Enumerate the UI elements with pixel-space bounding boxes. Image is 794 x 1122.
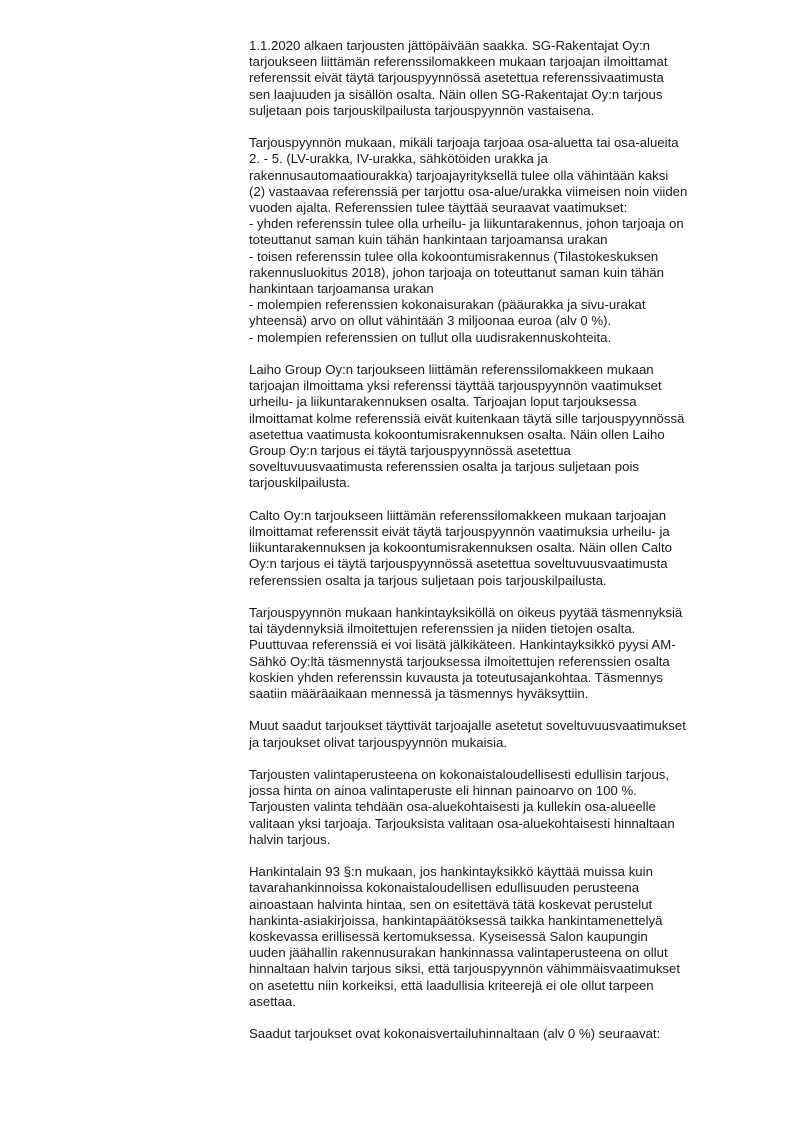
text-line: valitaan yksi tarjoaja. Tarjouksista valitaan osa-aluekohtaisesti hinnaltaan [249, 815, 675, 831]
paragraph [249, 1026, 741, 1042]
paragraph [249, 508, 741, 589]
text-line: jossa hinta on ainoa valintaperuste eli hinnan painoarvo on 100 %. [249, 783, 637, 799]
text-line: Tarjouspyynnön mukaan, mikäli tarjoaja tarjoaa osa-aluetta tai osa-alueita [249, 135, 679, 151]
text-line: ilmoittamat kolme referenssiä eivät kuitenkaan täytä sille tarjouspyynnössä [249, 410, 685, 426]
paragraph [249, 135, 741, 346]
text-line: 1.1.2020 alkaen tarjousten jättöpäivään saakka. SG-Rakentajat Oy:n [249, 38, 651, 53]
text-line: halvin tarjous. [249, 831, 331, 847]
text-line: suljetaan pois tarjouskilpailusta tarjouspyynnön vastaisena. [249, 102, 595, 118]
text-line: tarjouskilpailusta. [249, 475, 351, 491]
text-line: sen laajuuden ja sisällön osalta. Näin ollen SG-Rakentajat Oy:n tarjous [249, 86, 663, 102]
paragraph [249, 767, 741, 848]
text-line: urheilu- ja liikuntarakennuksen osalta. Tarjoajan loput tarjouksessa [249, 394, 637, 410]
text-line: Oy:n tarjous ei täytä tarjouspyynnössä asetettua soveltuvuusvaatimusta [249, 556, 668, 572]
text-line: - molempien referenssien on tullut olla uudisrakennuskohteita. [249, 329, 612, 345]
text-line: ilmoittamat referenssit eivät täytä tarjouspyynnön vaatimuksia urheilu- ja [249, 524, 670, 540]
text-line: Tarjouspyynnön mukaan hankintayksiköllä on oikeus pyytää täsmennyksiä [249, 605, 683, 621]
text-line: liikuntarakennuksen ja kokoontumisrakennuksen osalta. Näin ollen Calto [249, 540, 672, 556]
text-line: Sähkö Oy:ltä täsmennystä tarjouksessa ilmoitettujen referenssien osalta [249, 653, 670, 669]
text-line: - yhden referenssin tulee olla urheilu- ja liikuntarakennus, johon tarjoaja on [249, 216, 684, 232]
text-line: - molempien referenssien kokonaisurakan (pääurakka ja sivu-urakat [249, 297, 646, 313]
text-line: toteuttanut saman kuin tähän hankintaan tarjoamansa urakan [249, 232, 608, 248]
text-line: tai täydennyksiä ilmoitettujen referenssien ja niiden tietojen osalta. [249, 621, 636, 637]
text-line: Hankintalain 93 §:n mukaan, jos hankintayksikkö käyttää muissa kuin [249, 864, 653, 880]
paragraph [249, 864, 741, 1010]
text-line: rakennusautomaatiourakka) tarjoajayrityksellä tulee olla vähintään kaksi [249, 167, 669, 183]
text-line: Group Oy:n tarjous ei täytä tarjouspyynnössä asetettua [249, 443, 571, 459]
text-line: referenssien osalta ja tarjous suljetaan pois tarjouskilpailusta. [249, 572, 607, 588]
text-line: koskien yhden referenssin kuvausta ja toteutusajankohtaa. Täsmennys [249, 669, 663, 685]
text-line: ainoastaan halvinta hintaa, sen on esitettävä tätä koskevat perustelut [249, 896, 653, 912]
paragraph [249, 605, 741, 702]
paragraph [249, 38, 741, 119]
text-line: Saadut tarjoukset ovat kokonaisvertailuhinnaltaan (alv 0 %) seuraavat: [249, 1026, 661, 1042]
text-line: Tarjousten valintaperusteena on kokonaistaloudellisesti edullisin tarjous, [249, 767, 670, 783]
text-line: Puuttuvaa referenssiä ei voi lisätä jälkikäteen. Hankintayksikkö pyysi AM- [249, 637, 676, 653]
text-line: Calto Oy:n tarjoukseen liittämän referenssilomakkeen mukaan tarjoajan [249, 507, 667, 523]
text-line: hinnaltaan halvin tarjous siksi, että tarjouspyynnön vähimmäisvaatimukset [249, 961, 681, 977]
text-line: - toisen referenssin tulee olla kokoontumisrakennus (Tilastokeskuksen [249, 248, 659, 264]
document-body [249, 38, 741, 1059]
paragraph [249, 362, 741, 492]
text-line: tavarahankinnoissa kokonaistaloudellisen edullisuuden perusteena [249, 880, 640, 896]
text-line: on asetettu niin korkeiksi, että laadullisia kriteerejä ei ole ollut tarpeen [249, 977, 654, 993]
text-line: soveltuvuusvaatimusta referenssien osalta ja tarjous suljetaan pois [249, 459, 639, 475]
text-line: asettaa. [249, 993, 296, 1009]
text-line: Tarjousten valinta tehdään osa-aluekohtaisesti ja kullekin osa-alueelle [249, 799, 656, 815]
text-line: (2) vastaavaa referenssiä per tarjottu osa-alue/urakka viimeisen noin viiden [249, 183, 688, 199]
text-line: ja tarjoukset olivat tarjouspyynnön mukaisia. [249, 734, 508, 750]
text-line: vuoden ajalta. Referenssien tulee täyttää seuraavat vaatimukset: [249, 200, 628, 216]
text-line: referenssit eivät täytä tarjouspyynnössä asetettua referenssivaatimusta [249, 70, 664, 86]
text-line: Muut saadut tarjoukset täyttivät tarjoajalle asetetut soveltuvuusvaatimukset [249, 718, 686, 734]
text-line: yhteensä) arvo on ollut vähintään 3 miljoonaa euroa (alv 0 %). [249, 313, 612, 329]
text-line: rakennusluokitus 2018), johon tarjoaja on toteuttanut saman kuin tähän [249, 264, 664, 280]
paragraph [249, 718, 741, 750]
text-line: 2. - 5. (LV-urakka, IV-urakka, sähkötöiden urakka ja [249, 151, 548, 167]
text-line: hankinta-asiakirjoissa, hankintapäätöksessä taikka hankintamenettelyä [249, 912, 663, 928]
text-line: koskevassa erillisessä kertomuksessa. Kyseisessä Salon kaupungin [249, 929, 648, 945]
text-line: hankintaan tarjoamansa urakan [249, 281, 434, 297]
text-line: saatiin määräaikaan mennessä ja täsmennys hyväksyttiin. [249, 686, 589, 702]
text-line: tarjoukseen liittämän referenssilomakkeen mukaan tarjoajan ilmoittamat [249, 54, 668, 70]
text-line: asetettua vaatimusta kokoontumisrakennuksen osalta. Näin ollen Laiho [249, 426, 665, 442]
text-line: uuden jäähallin rakennusurakan hankinnassa valintaperusteena on ollut [249, 945, 668, 961]
text-line: Laiho Group Oy:n tarjoukseen liittämän referenssilomakkeen mukaan [249, 362, 654, 378]
text-line: tarjoajan ilmoittama yksi referenssi täyttää tarjouspyynnön vaatimukset [249, 378, 662, 394]
